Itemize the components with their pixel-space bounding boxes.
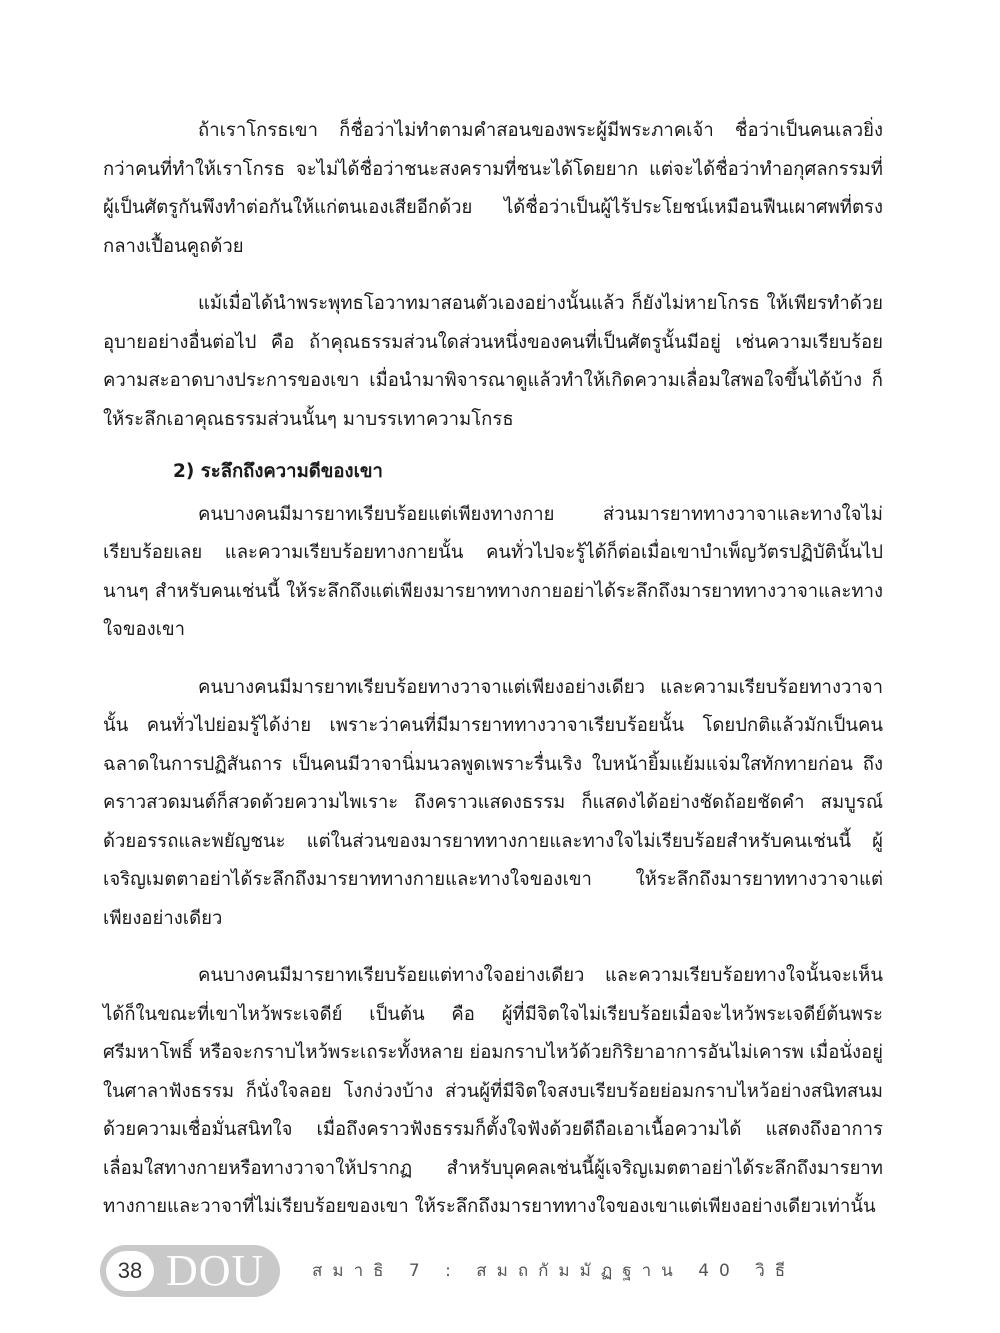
paragraph: คนบางคนมีมารยาทเรียบร้อยแต่ทางใจอย่างเดียว และความเรียบร้อยทางใจนั้นจะเห็นได้ก็ในขณะที่เขาไหว้พระเจดีย์ เป็นต้น คือ ผู้ที่มีจิตใจไม่เรียบร้อยเมื่อจะไหว้พระเจดีย์ต้นพระศรีมหาโพธิ์ หรือจะกราบไหว้พระเถระทั้งหลาย ย่อมกราบไหว้ด้วยกิริยาอาการอันไม่เคารพ เมื่อนั่งอยู่ในศาลาฟังธรรม ก็นั่งใจลอย โงกง่วงบ้าง ส่วนผู้ที่มีจิตใจสงบเรียบร้อยย่อมกราบไหว้อย่างสนิทสนมด้วยความเชื่อมั่นสนิทใจ เมื่อถึงคราวฟังธรรมก็ตั้งใจฟังด้วยดีถือเอาเนื้อความได้ แสดงถึงอาการเลื่อมใสทางกายหรือทางวาจาให้ปรากฏ สำหรับบุคคลเช่นนี้ผู้เจริญเมตตาอย่าได้ระลึกถึงมารยาททางกายและวาจาที่ไม่เรียบร้อยของเขา ให้ระลึกถึงมารยาททางใจของเขาแต่เพียงอย่างเดียวเท่านั้น [103,965,883,1217]
page-body [103,112,883,1227]
page-number: 38 [106,1251,154,1291]
footer-badge [100,1245,280,1297]
book-title: สมาธิ 7 : สมถกัมมัฏฐาน 40 วิธี [312,1261,796,1281]
paragraph: ถ้าเราโกรธเขา ก็ชื่อว่าไม่ทำตามคำสอนของพระผู้มีพระภาคเจ้า ชื่อว่าเป็นคนเลวยิ่งกว่าคนที่ทำให้เราโกรธ จะไม่ได้ชื่อว่าชนะสงครามที่ชนะได้โดยยาก แต่จะได้ชื่อว่าทำอกุศลกรรมที่ผู้เป็นศัตรูกันพึงทำต่อกันให้แก่ตนเองเสียอีกด้วย ได้ชื่อว่าเป็นผู้ไร้ประโยชน์เหมือนฟืนเผาศพที่ตรงกลางเปื้อนคูถด้วย [103,120,883,257]
paragraph: คนบางคนมีมารยาทเรียบร้อยทางวาจาแต่เพียงอย่างเดียว และความเรียบร้อยทางวาจานั้น คนทั่วไปย่อมรู้ได้ง่าย เพราะว่าคนที่มีมารยาททางวาจาเรียบร้อยนั้น โดยปกติแล้วมักเป็นคนฉลาดในการปฏิสันถาร เป็นคนมีวาจานิ่มนวลพูดเพราะรื่นเริง ใบหน้ายิ้มแย้มแจ่มใสทักทายก่อน ถึงคราวสวดมนต์ก็สวดด้วยความไพเราะ ถึงคราวแสดงธรรม ก็แสดงได้อย่างชัดถ้อยชัดคำ สมบูรณ์ด้วยอรรถและพยัญชนะ แต่ในส่วนของมารยาททางกายและทางใจไม่เรียบร้อยสำหรับคนเช่นนี้ ผู้เจริญเมตตาอย่าได้ระลึกถึงมารยาททางกายและทางใจของเขา ให้ระลึกถึงมารยาททางวาจาแต่เพียงอย่างเดียว [103,676,883,929]
paragraph: แม้เมื่อได้นำพระพุทธโอวาทมาสอนตัวเองอย่างนั้นแล้ว ก็ยังไม่หายโกรธ ให้เพียรทำด้วยอุบายอย่างอื่นต่อไป คือ ถ้าคุณธรรมส่วนใดส่วนหนึ่งของคนที่เป็นศัตรูนั้นมีอยู่ เช่นความเรียบร้อยความสะอาดบางประการของเขา เมื่อนำมาพิจารณาดูแล้วทำให้เกิดความเลื่อมใสพอใจขึ้นได้บ้าง ก็ให้ระลึกเอาคุณธรรมส่วนนั้นๆ มาบรรเทาความโกรธ [103,293,883,430]
page-footer [100,1245,900,1301]
dou-logo: DOU [166,1246,265,1295]
paragraph: คนบางคนมีมารยาทเรียบร้อยแต่เพียงทางกาย ส่วนมารยาททางวาจาและทางใจไม่เรียบร้อยเลย และความเรียบร้อยทางกายนั้น คนทั่วไปจะรู้ได้ก็ต่อเมื่อเขาบำเพ็ญวัตรปฏิบัตินั้นไปนานๆ สำหรับคนเช่นนี้ ให้ระลึกถึงแต่เพียงมารยาททางกายอย่าได้ระลึกถึงมารยาททางวาจาและทางใจของเขา [103,503,883,640]
section-heading: 2) ระลึกถึงความดีของเขา [173,461,383,482]
